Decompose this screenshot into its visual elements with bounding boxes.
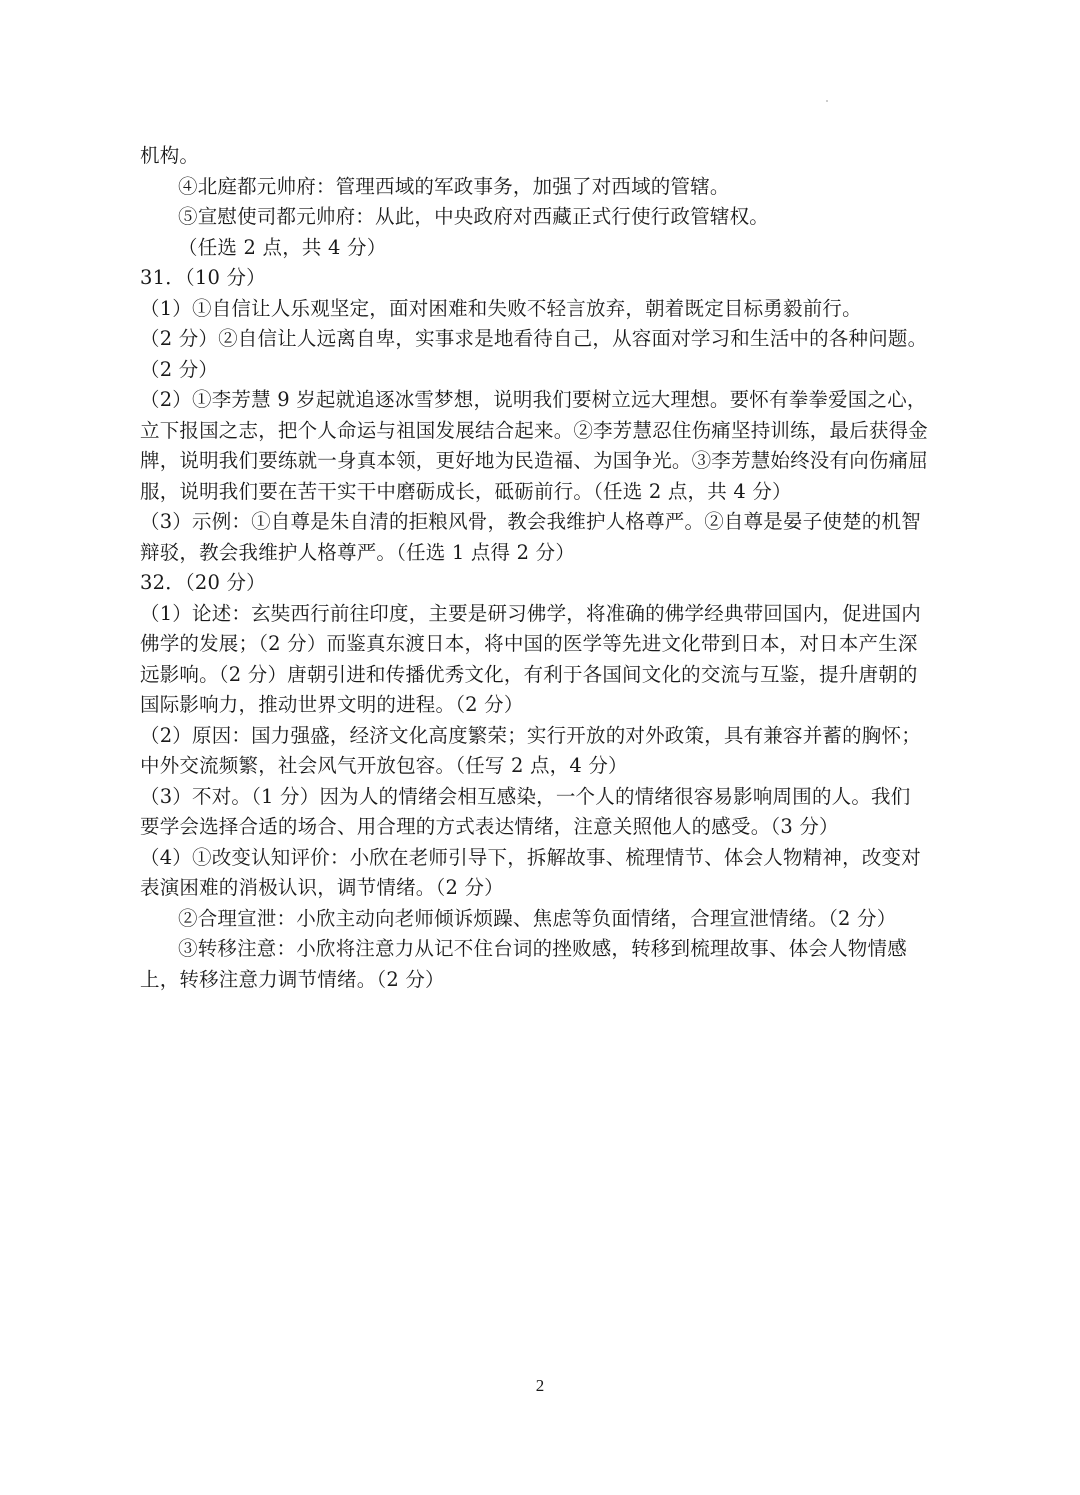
text-line: （2）原因：国力强盛，经济文化高度繁荣；实行开放的对外政策，具有兼容并蓄的胸怀； xyxy=(140,723,921,747)
text-line: 立下报国之志，把个人命运与祖国发展结合起来。②李芳慧忍住伤痛坚持训练，最后获得金 xyxy=(140,418,929,442)
text-line: （2）①李芳慧 9 岁起就追逐冰雪梦想，说明我们要树立远大理想。要怀有拳拳爱国之心， xyxy=(140,388,927,411)
text-line: （3）不对。（1 分）因为人的情绪会相互感染，一个人的情绪很容易影响周围的人。我们 xyxy=(140,784,911,808)
text-line: （2 分） xyxy=(140,357,219,381)
text-line: 国际影响力，推动世界文明的进程。（2 分） xyxy=(140,693,524,716)
text-line: 32．（20 分） xyxy=(140,571,266,594)
text-line: 上，转移注意力调节情绪。（2 分） xyxy=(140,967,445,991)
text-line: 远影响。（2 分）唐朝引进和传播优秀文化，有利于各国间文化的交流与互鉴，提升唐朝的 xyxy=(140,662,918,686)
text-line: 佛学的发展；（2 分）而鉴真东渡日本，将中国的医学等先进文化带到日本，对日本产生深 xyxy=(140,632,918,655)
scan-speck xyxy=(826,100,828,102)
text-line: 31．（10 分） xyxy=(140,266,266,289)
text-line: 服，说明我们要在苦干实干中磨砺成长，砥砺前行。（任选 2 点，共 4 分） xyxy=(140,479,792,503)
text-line: 机构。 xyxy=(140,144,200,167)
text-line: （1）论述：玄奘西行前往印度，主要是研习佛学，将准确的佛学经典带回国内，促进国内 xyxy=(140,601,921,625)
answer-text-body xyxy=(140,141,970,995)
text-line: （2 分）②自信让人远离自卑，实事求是地看待自己，从容面对学习和生活中的各种问题。 xyxy=(140,327,928,350)
text-line: 辩驳，教会我维护人格尊严。（任选 1 点得 2 分） xyxy=(140,540,576,564)
text-line: ④北庭都元帅府：管理西域的军政事务，加强了对西域的管辖。 xyxy=(178,174,730,198)
text-line: （任选 2 点，共 4 分） xyxy=(178,235,387,259)
text-line: （1）①自信让人乐观坚定，面对困难和失败不轻言放弃，朝着既定目标勇毅前行。 xyxy=(140,296,862,320)
text-line: 要学会选择合适的场合、用合理的方式表达情绪，注意关照他人的感受。（3 分） xyxy=(140,815,839,838)
page-number: 2 xyxy=(535,1376,545,1395)
text-line: ⑤宣慰使司都元帅府：从此，中央政府对西藏正式行使行政管辖权。 xyxy=(178,205,770,228)
text-line: （3）示例：①自尊是朱自清的拒粮风骨，教会我维护人格尊严。②自尊是晏子使楚的机智 xyxy=(140,510,921,533)
text-line: （4）①改变认知评价：小欣在老师引导下，拆解故事、梳理情节、体会人物精神，改变对 xyxy=(140,845,921,869)
text-line: 牌，说明我们要练就一身真本领，更好地为民造福、为国争光。③李芳慧始终没有向伤痛屈 xyxy=(140,449,929,472)
text-line: 中外交流频繁，社会风气开放包容。（任写 2 点，4 分） xyxy=(140,754,628,777)
text-line: ②合理宣泄：小欣主动向老师倾诉烦躁、焦虑等负面情绪，合理宣泄情绪。（2 分） xyxy=(178,906,897,930)
text-line: ③转移注意：小欣将注意力从记不住台词的挫败感，转移到梳理故事、体会人物情感 xyxy=(178,937,907,960)
text-line: 表演困难的消极认识，调节情绪。（2 分） xyxy=(140,876,504,899)
